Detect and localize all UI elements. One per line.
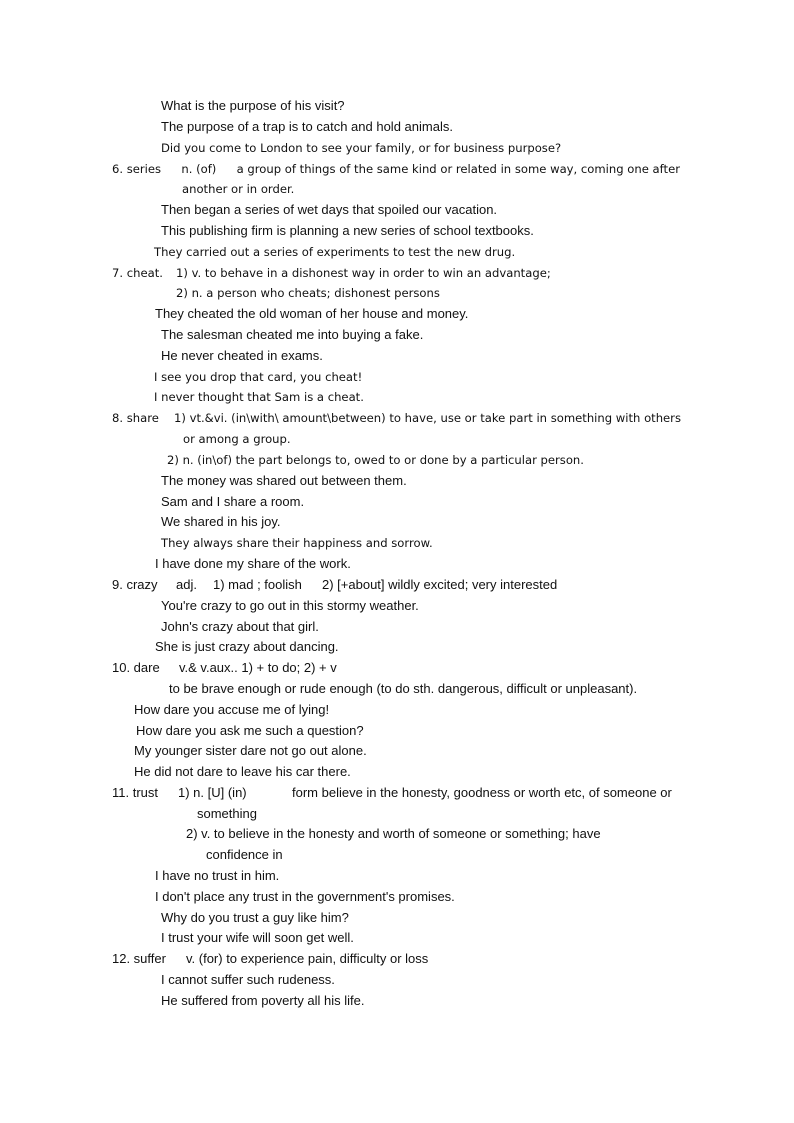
example-sentence: How dare you accuse me of lying! (134, 702, 330, 717)
entry-definition: to be brave enough or rude enough (to do sth. dangerous, difficult or unpleasant). (169, 681, 638, 696)
entry-headword: 10. dare (112, 660, 160, 675)
example-sentence: They carried out a series of experiments to test the new drug. (154, 245, 516, 259)
entry-sense: 1) n. [U] (in) (178, 785, 247, 800)
entry-definition: v. (for) to experience pain, difficulty or loss (186, 951, 429, 966)
entry-sense: 2) n. a person who cheats; dishonest persons (176, 286, 440, 300)
entry-sense: 1) mad ; foolish (213, 577, 302, 592)
example-sentence: Then began a series of wet days that spoiled our vacation. (161, 202, 498, 217)
example-sentence: John's crazy about that girl. (161, 619, 319, 634)
entry-sense-continued: or among a group. (183, 432, 291, 446)
entry-pos: n. (of) (181, 162, 217, 176)
example-sentence: He did not dare to leave his car there. (134, 764, 351, 779)
entry-sense: 2) [+about] wildly excited; very interested (322, 577, 558, 592)
entry-pos: adj. (176, 577, 197, 592)
example-sentence: How dare you ask me such a question? (136, 723, 364, 738)
example-sentence: He suffered from poverty all his life. (161, 993, 365, 1008)
entry-forms: v.& v.aux.. 1) + to do; 2) + v (179, 660, 337, 675)
entry-headword: 12. suffer (112, 951, 166, 966)
entry-sense: 1) v. to behave in a dishonest way in order to win an advantage; (176, 266, 551, 280)
example-sentence: She is just crazy about dancing. (155, 639, 339, 654)
example-sentence: This publishing firm is planning a new series of school textbooks. (161, 223, 534, 238)
example-sentence: I see you drop that card, you cheat! (154, 370, 363, 384)
example-sentence: What is the purpose of his visit? (161, 98, 345, 113)
entry-series-header (112, 160, 680, 178)
example-sentence: You're crazy to go out in this stormy weather. (161, 598, 419, 613)
example-sentence: The money was shared out between them. (161, 473, 407, 488)
entry-headword: 8. share (112, 411, 159, 425)
example-sentence: I trust your wife will soon get well. (161, 930, 354, 945)
entry-headword: 9. crazy (112, 577, 158, 592)
example-sentence: I don't place any trust in the government's promises. (155, 889, 455, 904)
entry-headword: 11. trust (112, 785, 159, 800)
example-sentence: I have no trust in him. (155, 868, 280, 883)
example-sentence: Why do you trust a guy like him? (161, 910, 349, 925)
example-sentence: Did you come to London to see your family, or for business purpose? (161, 141, 562, 155)
example-sentence: My younger sister dare not go out alone. (134, 743, 367, 758)
entry-headword: 7. cheat. (112, 266, 163, 280)
entry-headword: 6. series (112, 162, 162, 176)
entry-definition-continued: something (197, 806, 257, 821)
example-sentence: The purpose of a trap is to catch and hold animals. (161, 119, 453, 134)
entry-definition: a group of things of the same kind or related in some way, coming one after (236, 162, 680, 176)
entry-definition: form believe in the honesty, goodness or worth etc, of someone or (292, 785, 672, 800)
entry-sense: 2) v. to believe in the honesty and worth of someone or something; have (186, 826, 601, 841)
example-sentence: He never cheated in exams. (161, 348, 323, 363)
example-sentence: They cheated the old woman of her house and money. (155, 306, 469, 321)
entry-sense: 1) vt.&vi. (in\with\ amount\between) to have, use or take part in something with others (174, 411, 681, 425)
example-sentence: Sam and I share a room. (161, 494, 305, 509)
example-sentence: The salesman cheated me into buying a fake. (161, 327, 424, 342)
example-sentence: I never thought that Sam is a cheat. (154, 390, 364, 404)
example-sentence: They always share their happiness and sorrow. (161, 536, 433, 550)
entry-sense: 2) n. (in\of) the part belongs to, owed to or done by a particular person. (167, 453, 584, 467)
example-sentence: I have done my share of the work. (155, 556, 351, 571)
entry-definition-continued: another or in order. (182, 182, 295, 196)
example-sentence: I cannot suffer such rudeness. (161, 972, 335, 987)
example-sentence: We shared in his joy. (161, 514, 281, 529)
entry-sense-continued: confidence in (206, 847, 283, 862)
